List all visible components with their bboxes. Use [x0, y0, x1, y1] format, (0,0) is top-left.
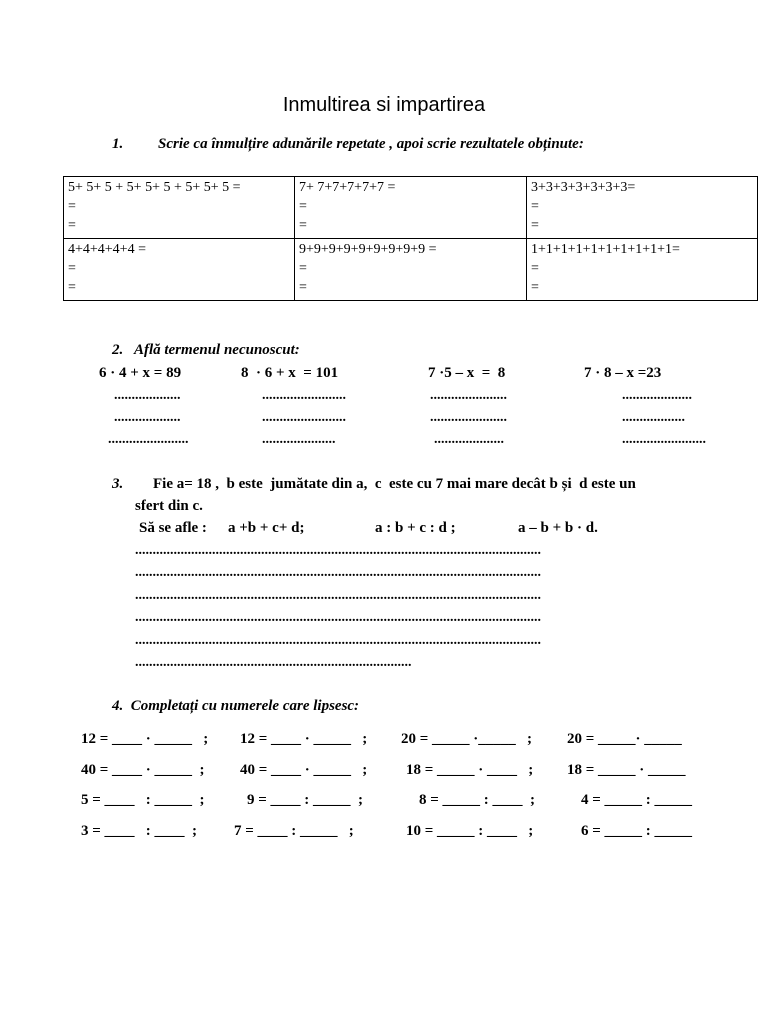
ex4-row: [0, 823, 768, 843]
answer-dots-line: ....................................................................................................................: [135, 543, 541, 558]
ex4-item: 6 = _____ : _____: [581, 823, 693, 839]
ex4-item: 40 = ____ · _____ ;: [240, 762, 368, 778]
answer-dots-line: ....................................................................................................................: [135, 588, 541, 603]
cell-equals: =: [299, 261, 307, 276]
answer-dots-line: ....................................................................................................................: [135, 633, 541, 648]
ex4-item: 18 = _____ · _____: [567, 762, 686, 778]
answer-dots: ..................: [622, 410, 685, 425]
ex4-item: 9 = ____ : _____ ;: [247, 792, 364, 808]
cell-equals: =: [531, 261, 539, 276]
ex4-row: [0, 792, 768, 812]
answer-dots: ......................: [430, 410, 507, 425]
cell-equals: =: [299, 280, 307, 295]
ex2-answer-row: [0, 410, 768, 430]
table-cell: [527, 177, 758, 239]
answer-dots-line: ....................................................................................................................: [135, 610, 541, 625]
ex3-number: 3.: [112, 476, 124, 492]
answer-dots: ......................: [430, 388, 507, 403]
answer-dots: ...................: [114, 388, 181, 403]
cell-expression: 4+4+4+4+4 =: [68, 242, 146, 257]
cell-equals: =: [68, 199, 76, 214]
ex3-statement-line1: Fie a= 18 , b este jumătate din a, c este cu 7 mai mare decât b și d este un: [153, 476, 636, 492]
ex4-item: 3 = ____ : ____ ;: [81, 823, 198, 839]
table-row: [64, 239, 758, 301]
table-row: [64, 177, 758, 239]
cell-equals: =: [531, 280, 539, 295]
page-title: Inmultirea si impartirea: [282, 94, 486, 116]
answer-dots: ....................: [434, 432, 504, 447]
ex4-item: 18 = _____ · ____ ;: [406, 762, 534, 778]
cell-expression: 7+ 7+7+7+7+7 =: [299, 180, 396, 195]
ex4-row: [0, 731, 768, 751]
cell-equals: =: [299, 218, 307, 233]
answer-dots-line: ...............................................................................: [135, 655, 412, 670]
answer-dots: .......................: [108, 432, 189, 447]
ex3-task: a – b + b · d.: [518, 520, 598, 536]
ex3-task: a +b + c+ d;: [228, 520, 305, 536]
ex4-item: 10 = _____ : ____ ;: [406, 823, 534, 839]
ex4-item: 20 = _____ ·_____ ;: [401, 731, 533, 747]
ex2-equations-row: [0, 365, 768, 385]
cell-equals: =: [531, 199, 539, 214]
cell-equals: =: [68, 280, 76, 295]
table-cell: [64, 239, 295, 301]
ex4-instruction: 4. Completați cu numerele care lipsesc:: [112, 698, 360, 714]
ex4-item: 40 = ____ · _____ ;: [81, 762, 205, 778]
cell-equals: =: [531, 218, 539, 233]
ex4-item: 7 = ____ : _____ ;: [234, 823, 354, 839]
ex2-answer-row: [0, 432, 768, 452]
ex2-equation: 7 ·5 – x = 8: [428, 365, 506, 381]
ex1-instruction: Scrie ca înmulțire adunările repetate , apoi scrie rezultatele obținute:: [158, 136, 584, 152]
ex4-row: [0, 762, 768, 782]
table-cell: [295, 239, 527, 301]
cell-equals: =: [299, 199, 307, 214]
answer-dots-line: ....................................................................................................................: [135, 565, 541, 580]
ex4-item: 4 = _____ : _____: [581, 792, 693, 808]
ex3-task-label: Să se afle :: [139, 520, 207, 536]
ex4-item: 12 = ____ · _____ ;: [81, 731, 209, 747]
ex4-item: 20 = _____· _____: [567, 731, 682, 747]
answer-dots: ........................: [262, 410, 346, 425]
ex2-equation: 7 · 8 – x =23: [584, 365, 662, 381]
ex3-statement-line2: sfert din c.: [135, 498, 203, 514]
table-cell: [295, 177, 527, 239]
ex4-item: 12 = ____ · _____ ;: [240, 731, 368, 747]
cell-expression: 1+1+1+1+1+1+1+1+1+1=: [531, 242, 680, 257]
answer-dots: ...................: [114, 410, 181, 425]
ex3-task: a : b + c : d ;: [375, 520, 456, 536]
cell-expression: 9+9+9+9+9+9+9+9+9 =: [299, 242, 437, 257]
cell-equals: =: [68, 261, 76, 276]
ex2-instruction: 2. Află termenul necunoscut:: [112, 342, 300, 358]
table-cell: [64, 177, 295, 239]
ex2-answer-row: [0, 388, 768, 408]
ex1-table: [63, 176, 758, 301]
ex4-item: 8 = _____ : ____ ;: [419, 792, 536, 808]
answer-dots: ........................: [622, 432, 706, 447]
ex4-item: 5 = ____ : _____ ;: [81, 792, 205, 808]
answer-dots: ....................: [622, 388, 692, 403]
cell-expression: 5+ 5+ 5 + 5+ 5+ 5 + 5+ 5+ 5 =: [68, 180, 241, 195]
table-cell: [527, 239, 758, 301]
ex1-number: 1.: [112, 136, 124, 152]
cell-equals: =: [68, 218, 76, 233]
cell-expression: 3+3+3+3+3+3+3=: [531, 180, 636, 195]
ex2-equation: 6 · 4 + x = 89: [99, 365, 182, 381]
answer-dots: .....................: [262, 432, 336, 447]
answer-dots: ........................: [262, 388, 346, 403]
ex2-equation: 8 · 6 + x = 101: [241, 365, 339, 381]
